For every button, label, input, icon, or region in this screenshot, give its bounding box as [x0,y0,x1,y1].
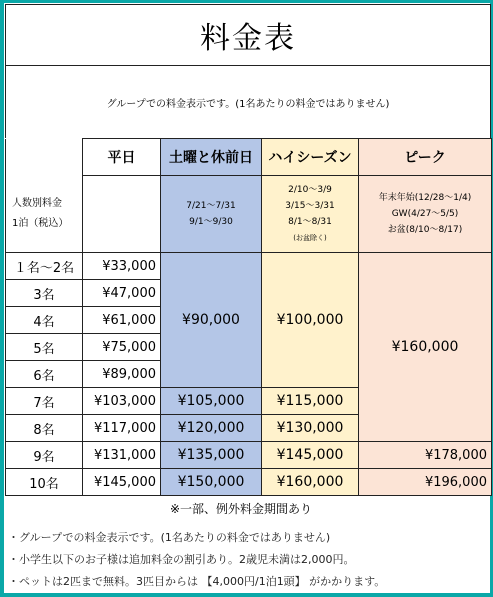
weekday-price: ¥103,000 [83,388,161,415]
header-peak: ピーク [359,139,492,176]
weekday-price: ¥131,000 [83,442,161,469]
count-cell: 3名 [6,280,83,307]
dates-peak-3: お盆(8/10〜8/17) [387,225,463,235]
note-line-children: ・小学生以下のお子様は追加料金の割引あり。2歳児未満は2,000円。 [8,553,355,566]
dates-holiday-1: 7/21〜7/31 [186,201,236,211]
weekday-price: ¥61,000 [83,307,161,334]
dates-holiday-2: 9/1〜9/30 [189,217,233,227]
exception-footnote: ※一部、例外料金期間あり [170,502,313,516]
header-holiday: 土曜と休前日 [161,139,262,176]
peak-price: ¥178,000 [359,442,492,469]
dates-peak-2: GW(4/27〜5/5) [391,209,459,219]
high-price: ¥130,000 [262,415,359,442]
header-high-season: ハイシーズン [262,139,359,176]
note-line-pets: ・ペットは2匹まで無料。3匹目からは 【4,000円/1泊1頭】 がかかります。 [8,575,386,588]
count-cell: 10名 [6,469,83,496]
row-label [6,176,83,253]
table-row [6,469,492,496]
dates-peak [359,176,492,253]
count-cell: 6名 [6,361,83,388]
corner-cell [6,139,83,176]
weekday-price: ¥117,000 [83,415,161,442]
notes-list [8,527,385,593]
high-price: ¥115,000 [262,388,359,415]
note-box [5,66,491,138]
dates-peak-1: 年末年始(12/28〜1/4) [378,193,472,203]
count-cell: 5名 [6,334,83,361]
holiday-merged-price: ¥90,000 [161,253,262,388]
weekday-price: ¥47,000 [83,280,161,307]
row-label-line1: 人数別料金 [12,197,62,209]
holiday-price: ¥135,000 [161,442,262,469]
high-price: ¥160,000 [262,469,359,496]
header-weekday: 平日 [83,139,161,176]
price-table [5,138,492,496]
count-cell: 4名 [6,307,83,334]
header-row [6,139,492,176]
weekday-price: ¥89,000 [83,361,161,388]
dates-high-1: 2/10〜3/9 [288,185,332,195]
note-line-group: ・グループでの料金表示です。(1名あたりの料金ではありません) [8,531,331,544]
frame-left-border [0,0,4,597]
high-merged-price: ¥100,000 [262,253,359,388]
group-price-note: グループでの料金表示です。(1名あたりの料金ではありません) [106,98,390,110]
dates-high-3: 8/1〜8/31 [288,217,332,227]
frame-bottom-border [0,593,493,597]
dates-row [6,176,492,253]
weekday-price: ¥145,000 [83,469,161,496]
peak-price: ¥196,000 [359,469,492,496]
peak-merged-price: ¥160,000 [359,253,492,442]
holiday-price: ¥120,000 [161,415,262,442]
weekday-price: ¥75,000 [83,334,161,361]
dates-high-season [262,176,359,253]
page-title: 料金表 [200,21,296,56]
high-price: ¥145,000 [262,442,359,469]
weekday-price: ¥33,000 [83,253,161,280]
count-cell: 7名 [6,388,83,415]
title-box [5,4,491,66]
dates-high-note: (お盆除く) [293,234,327,242]
table-row [6,253,492,280]
dates-weekday [83,176,161,253]
dates-high-2: 3/15〜3/31 [285,201,335,211]
dates-holiday [161,176,262,253]
count-cell: 9名 [6,442,83,469]
count-cell: １名〜2名 [6,253,83,280]
holiday-price: ¥105,000 [161,388,262,415]
table-row [6,442,492,469]
count-cell: 8名 [6,415,83,442]
holiday-price: ¥150,000 [161,469,262,496]
frame-top-border [0,0,493,3]
row-label-line2: 1泊（税込） [12,217,69,229]
